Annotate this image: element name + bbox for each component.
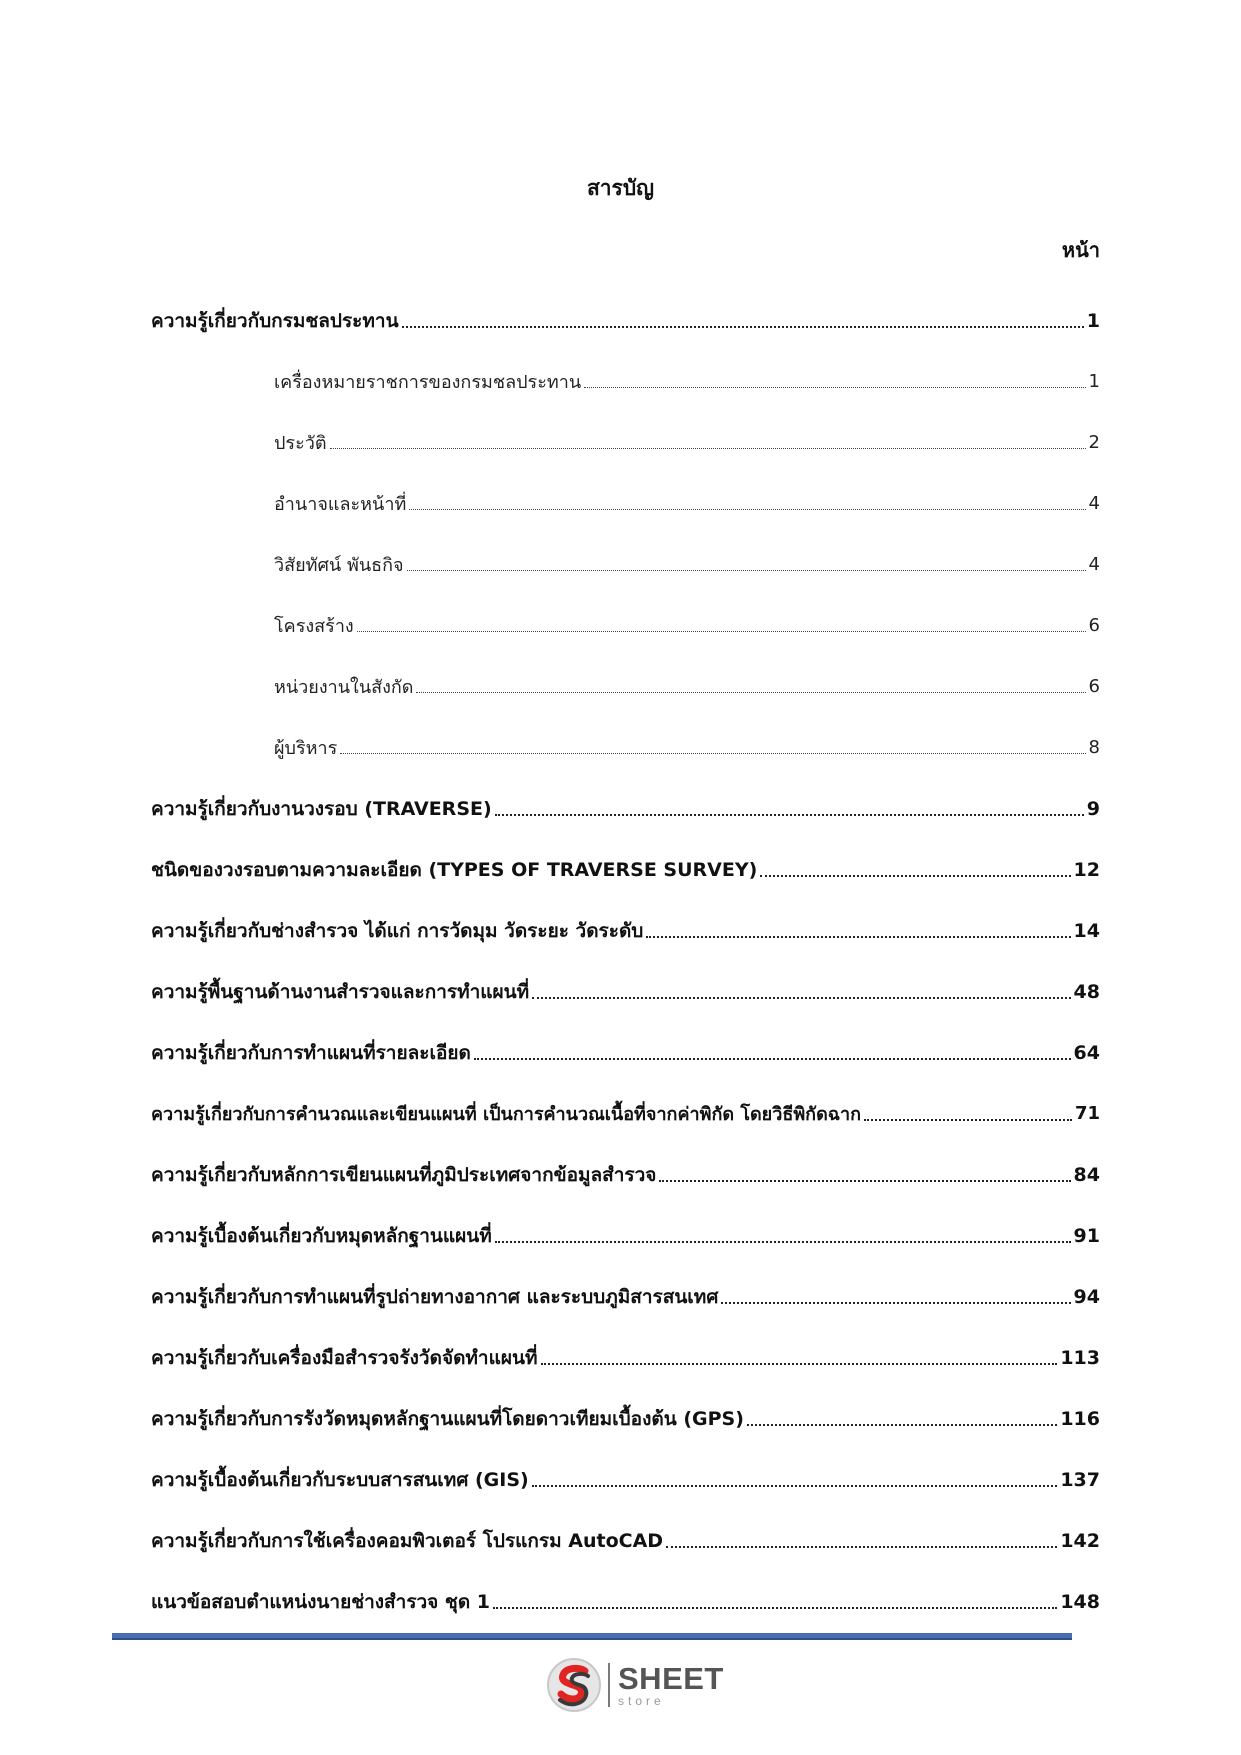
toc-entry-label: ความรู้เกี่ยวกับกรมชลประทาน [151,309,399,332]
toc-entry-page: 91 [1073,1224,1100,1247]
toc-entry-label: เครื่องหมายราชการของกรมชลประทาน [274,372,582,393]
toc-entry[interactable] [151,1571,1100,1632]
toc-subentry[interactable] [151,473,1100,534]
toc-entry-page: 113 [1060,1346,1100,1369]
toc-entry-page: 116 [1060,1407,1100,1430]
toc-entry[interactable] [151,900,1100,961]
dot-leader [357,631,1086,632]
toc-entry-page: 2 [1088,432,1100,453]
dot-leader [721,1302,1070,1304]
logo-word: SHEET [618,1661,724,1696]
toc-entry-page: 14 [1073,919,1100,942]
toc-entry-label: แนวข้อสอบตำแหน่งนายช่างสำรวจ ชุด 1 [151,1590,491,1613]
toc-entry-label: ความรู้เบื้องต้นเกี่ยวกับหมุดหลักฐานแผนที่ [151,1224,492,1247]
toc-entry-page: 8 [1088,737,1100,758]
toc-subentry[interactable] [151,717,1100,778]
toc-entry-page: 64 [1073,1041,1100,1064]
toc-entry-label: ความรู้เกี่ยวกับงานวงรอบ (TRAVERSE) [151,797,492,820]
dot-leader [409,509,1085,510]
toc-entry-page: 1 [1086,309,1100,332]
toc-entry-label: หน่วยงานในสังกัด [274,677,414,698]
dot-leader [402,326,1084,328]
dot-leader [532,997,1070,999]
dot-leader [495,814,1084,816]
dot-leader [474,1058,1071,1060]
toc-entry-label: ความรู้เกี่ยวกับหลักการเขียนแผนที่ภูมิประเทศจากข้อมูลสำรวจ [151,1163,657,1186]
dot-leader [747,1424,1057,1426]
toc-entry-label: ความรู้เกี่ยวกับช่างสำรวจ ได้แก่ การวัดมุม วัดระยะ วัดระดับ [151,919,644,942]
dot-leader [340,753,1085,754]
toc-entry-page: 94 [1073,1285,1100,1308]
dot-leader [584,387,1085,388]
toc-subentry[interactable] [151,351,1100,412]
toc-entry[interactable] [151,1327,1100,1388]
toc-entry[interactable] [151,1083,1100,1144]
toc-entry-label: อำนาจและหน้าที่ [274,494,407,515]
toc-entry-label: ความรู้เกี่ยวกับการใช้เครื่องคอมพิวเตอร์ โปรแกรม AutoCAD [151,1529,664,1552]
dot-leader [760,875,1070,877]
toc-entry-label: ประวัติ [274,433,327,454]
toc-entry[interactable] [151,1022,1100,1083]
dot-leader [666,1546,1057,1548]
toc-entry-label: ความรู้พื้นฐานด้านงานสำรวจและการทำแผนที่ [151,980,530,1003]
toc-entry[interactable] [151,778,1100,839]
toc-entry-label: โครงสร้าง [274,616,354,637]
toc-entry[interactable] [151,961,1100,1022]
dot-leader [541,1363,1058,1365]
toc-entry-page: 84 [1073,1163,1100,1186]
toc-entry-label: ชนิดของวงรอบตามความละเอียด (TYPES OF TRAVERSE SURVEY) [151,858,758,881]
toc-entry-page: 9 [1086,797,1100,820]
toc-entry-label: ความรู้เกี่ยวกับการทำแผนที่รายละเอียด [151,1041,471,1064]
dot-leader [646,936,1070,938]
dot-leader [495,1241,1071,1243]
toc-entry-page: 6 [1088,676,1100,697]
dot-leader [659,1180,1070,1182]
toc-entry[interactable] [151,1205,1100,1266]
toc-entry-page: 12 [1073,858,1100,881]
logo-subword: store [618,1694,665,1708]
dot-leader [407,570,1086,571]
toc-subentry[interactable] [151,656,1100,717]
toc-entry-page: 4 [1088,493,1100,514]
toc-subentry[interactable] [151,534,1100,595]
logo-divider [608,1663,610,1707]
sheet-store-logo [544,1655,724,1715]
dot-leader [493,1607,1057,1609]
toc-entry[interactable] [151,1388,1100,1449]
toc-subentry[interactable] [151,595,1100,656]
table-of-contents [151,290,1100,1632]
toc-entry[interactable] [151,290,1100,351]
toc-entry-label: ผู้บริหาร [274,738,338,759]
toc-entry[interactable] [151,1144,1100,1205]
toc-entry[interactable] [151,1449,1100,1510]
sheet-store-s-logo-icon [544,1655,604,1715]
toc-entry-page: 4 [1088,554,1100,575]
page-column-header: หน้า [1061,238,1100,262]
toc-entry-page: 6 [1088,615,1100,636]
document-title: สารบัญ [586,176,655,200]
toc-entry-label: ความรู้เกี่ยวกับเครื่องมือสำรวจรังวัดจัดทำแผนที่ [151,1346,538,1369]
dot-leader [864,1119,1072,1121]
toc-entry[interactable] [151,839,1100,900]
toc-entry-page: 148 [1060,1590,1100,1613]
footer-rule [112,1633,1072,1640]
toc-entry-label: วิสัยทัศน์ พันธกิจ [274,555,404,576]
toc-entry-label: ความรู้เกี่ยวกับการคำนวณและเขียนแผนที่ เป็นการคำนวณเนื้อที่จากค่าพิกัด โดยวิธีพิกัดฉาก [151,1104,862,1125]
toc-entry-page: 142 [1060,1529,1100,1552]
dot-leader [532,1485,1058,1487]
toc-entry-page: 137 [1060,1468,1100,1491]
toc-entry-page: 1 [1088,371,1100,392]
toc-subentry[interactable] [151,412,1100,473]
toc-entry[interactable] [151,1266,1100,1327]
toc-entry-label: ความรู้เกี่ยวกับการรังวัดหมุดหลักฐานแผนที่โดยดาวเทียมเบื้องต้น (GPS) [151,1407,744,1430]
toc-entry[interactable] [151,1510,1100,1571]
dot-leader [330,448,1086,449]
logo-text [618,1663,724,1707]
toc-entry-page: 71 [1074,1103,1100,1124]
toc-entry-page: 48 [1073,980,1100,1003]
toc-entry-label: ความรู้เบื้องต้นเกี่ยวกับระบบสารสนเทศ (GIS) [151,1468,529,1491]
toc-entry-label: ความรู้เกี่ยวกับการทำแผนที่รูปถ่ายทางอากาศ และระบบภูมิสารสนเทศ [151,1285,719,1308]
dot-leader [416,692,1085,693]
